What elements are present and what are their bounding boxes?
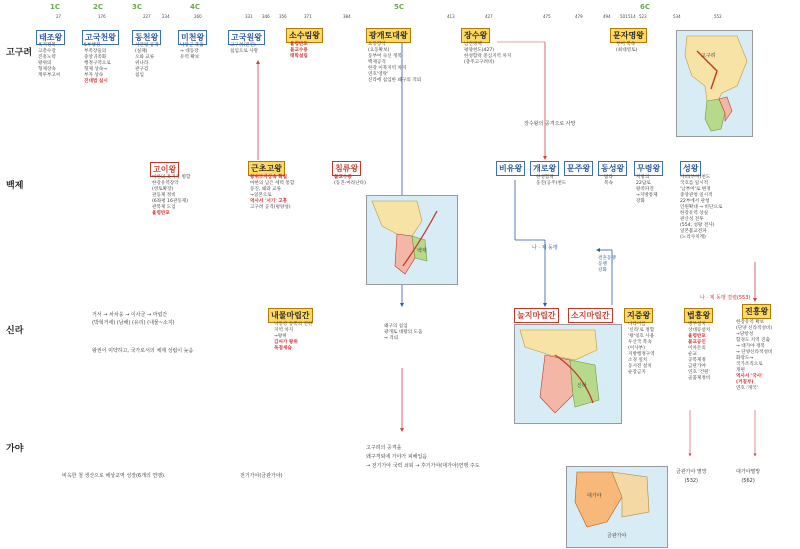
notes-beopheung: 병부설치 상대등설치 율령반포 불교공인 이차돈의 순교 공복제정 금관가야 연호 '건원' 골품제정비 [688,322,711,381]
gaya-geumgwan-fall: 금관가야 멸망 (532) [676,469,707,484]
king-muryeong: 무령왕 [634,161,663,176]
year-tick: 427 [485,14,493,19]
king-jijeung: 지증왕 [624,308,653,323]
row-goguryeo: 고구려 [6,48,33,58]
century-6c: 6C [640,3,651,11]
year-tick: 494 [603,14,611,19]
marriage-alliance: 결혼동맹 동맹 강화 [598,256,616,273]
king-jinheung: 진흥왕 [742,304,771,319]
year-tick: 331 [245,14,253,19]
notes-gogugwon: 고구려(전연) 침입으로 사망 [230,43,259,54]
year-tick: 27 [56,14,62,19]
notes-jijeung: 나라이름 '신라'로 정함 '왕'칭호 사용 우산국 복속 (이사부) 지방행정구역 소경 설치 동시전 설치 순장금지 [628,322,655,375]
king-sosurim: 소수림왕 [286,28,323,43]
map-baekje-expansion [366,195,458,285]
year-tick: 413 [447,14,455,19]
king-geunchogo: 근초고왕 [248,161,285,176]
king-micheon: 미천왕 [178,30,207,45]
notes-gogukcheon: 5부행정 부족장들의 중앙귀족화 행정구역으로 형제 상속→ 부자 상속 진대법 실시 [84,43,111,84]
notes-gaero: 한성함락 웅진(공주)천도 [536,175,567,186]
king-munju: 문주왕 [564,161,593,176]
year-tick: 176 [98,14,106,19]
jangsu-attack-note: 장수왕의 공격으로 사망 [524,121,576,127]
year-tick: 475 [543,14,551,19]
king-gwanggaeto: 광개토대왕 [366,28,411,43]
notes-munjamyeong: 부여 복속 (최대영토) [616,42,638,53]
year-tick: 356 [279,14,287,19]
notes-taejo: 옥저정복 고총수장 진흥노력 왕위의 형제상속 계루부고씨 [38,43,61,78]
map-silla-expansion [514,324,622,424]
row-gaya: 가야 [6,444,24,454]
notes-geunchogo: 왕위부자상속 확립 마한의 남은 세력 통합 동진, 왜와 교류 →일본으로 역사서 '서기' 고흥 고구려 공격(평양성) [250,175,295,210]
map-goguryeo-territory [676,30,753,137]
year-tick: 501 [620,14,628,19]
king-gogugwon: 고국원왕 [228,30,265,45]
king-dongseong: 동성왕 [598,161,627,176]
year-tick: 479 [575,14,583,19]
gaya-goguryeo-attack: 고구려의 공격을 왜구격퇴에 가야가 피해입음 → 전기가야 국력 쇠퇴 → 후기가야(대가야)연맹 주도 [366,445,480,469]
year-tick: 346 [262,14,270,19]
notes-dongcheon: 서안평 공격 (실패) 오와 교류 위나라 관구검 침입 [135,43,159,78]
silla-early-note: 왕권이 미약하고, 국가로서의 체제 성립이 늦음 [92,348,194,354]
najae-break: 나 · 제 동맹 결렬(553) [700,295,751,301]
year-tick: 384 [343,14,351,19]
century-5c: 5C [394,3,405,11]
notes-dongseong: 탐라 복속 [604,175,613,186]
silla-japan-invasion: 왜구의 침입 광개토 대왕의 도움 → 격퇴 [384,324,423,341]
king-nulji: 눌지마립간 [514,308,559,323]
notes-jangsu: 남진정책 평양천도(427) 한성함락 중심지역 차지 (충주고구려비) [464,42,512,65]
year-tick: 227 [143,14,151,19]
century-2c: 2C [93,3,104,11]
king-gaero: 개로왕 [530,161,559,176]
notes-naemul: 낙동강 동쪽의 진한 지역 차지 →왕위 김씨가 왕위 독점세습 [274,322,313,351]
notes-sosurim: 율령반포 불교수용 태학설립 [290,42,308,59]
king-seong: 성왕 [680,161,701,176]
svg-text:백제: 백제 [417,248,427,254]
year-tick: 552 [714,14,722,19]
century-3c: 3C [132,3,143,11]
king-dongcheon: 동천왕 [132,30,161,45]
gaya-jeon: 전기가야(금관가야) [240,473,283,479]
year-tick: 234 [162,14,170,19]
svg-text:신라: 신라 [577,383,587,389]
year-tick: 534 [673,14,681,19]
gaya-main: 비옥한 철 생산으로 해상교역 성장(6개의 연맹). [62,473,166,479]
king-munjamyeong: 문자명왕 [610,28,647,43]
svg-text:고구려: 고구려 [701,53,716,59]
notes-gwanggaeto: 요동장악 (요동확보) 동부여 숙신 정복 백제공격 한강 이북지역 차지 연호'영락' 신라에 침입한 왜구의 격퇴 [368,42,422,83]
king-gogukcheon: 고국천왕 [82,30,119,45]
king-biyu: 비유왕 [496,161,525,176]
century-1c: 1C [50,3,61,11]
king-taejo: 태조왕 [36,30,65,45]
king-goi: 고이왕 [150,162,179,177]
century-4c: 4C [190,3,201,11]
year-tick: 371 [304,14,312,19]
row-baekje: 백제 [6,181,24,191]
king-soji: 소지마립간 [568,308,613,323]
notes-chimnyu: 불교수용 (동진-마라난타) [334,175,366,186]
king-chimnyu: 침류왕 [332,161,361,176]
king-jangsu: 장수왕 [461,28,490,43]
notes-jinheung: 한강유역 확보 (단양 신라적성비) →당항성 함경도 지역 진출 → 대가야 정복 → 단양신라적성비 화랑도→ 국가조직으로 개편 역사서 '국사' (거칠부) 연호 '개국' [736,320,773,391]
king-naemul: 내물마립간 [268,308,313,323]
row-silla: 신라 [6,326,24,336]
gaya-daegaya-fall: 대가야멸망 (562) [736,469,761,484]
svg-text:금관가야: 금관가야 [607,533,627,539]
notes-micheon: 낙랑군 축출 → 대동강 유역 확보 [180,43,204,60]
map-gaya [566,466,668,548]
notes-seong: 사비(부여)천도 국호를 일시적 '남부여'로 변경 중앙관청 일시적 22부에서 관청 인원확대 → 비단으로 한강유역 상실 관산성 전투 (554, 성왕 전사) 일본불교전파 (노리사치계) [680,175,723,240]
king-beopheung: 법흥왕 [684,308,713,323]
notes-goi: 마한의 목지국 병합 한강유역장악 (영토확장) 관등제 정비 (6좌평 16관등제) 관복제 도입 율령반포 [152,175,191,216]
year-tick: 514 [628,14,636,19]
svg-text:대가야: 대가야 [587,493,602,499]
najae-alliance: 나 · 제 동맹 [532,245,558,251]
notes-muryeong: 지방의 22담로 왕족파견 →지방통제 강화 [636,175,658,204]
year-tick: 523 [639,14,647,19]
silla-early-titles: 거서 → 차차웅 → 이사금 → 마립간 (박혁거세) (남해) (유리) (내물~소지) [92,312,175,326]
year-tick: 260 [194,14,202,19]
